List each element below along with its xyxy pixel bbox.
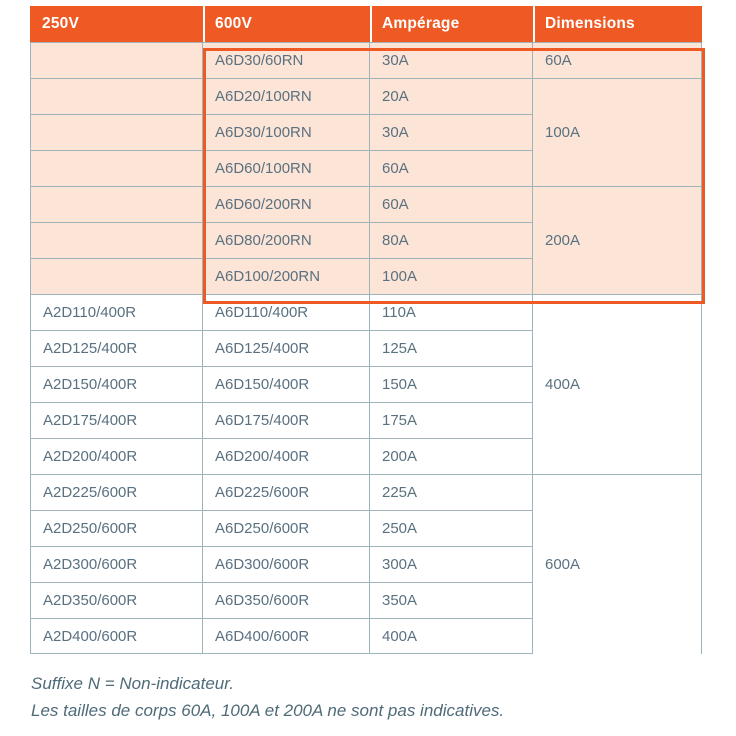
cell-amperage: 150A [370,366,533,402]
cell-250v [30,114,203,150]
column-header-250v: 250V [30,6,203,42]
cell-250v [30,150,203,186]
table-row [30,186,702,222]
cell-600v: A6D30/100RN [203,114,370,150]
cell-600v: A6D60/100RN [203,150,370,186]
cell-dimensions: 100A [533,78,702,186]
cell-600v: A6D175/400R [203,402,370,438]
footnote-suffix: Suffixe N = Non-indicateur. [31,674,234,693]
cell-250v [30,222,203,258]
column-header-amperage: Ampérage [370,6,533,42]
cell-amperage: 60A [370,150,533,186]
cell-250v: A2D150/400R [30,366,203,402]
footnote-body-sizes: Les tailles de corps 60A, 100A et 200A ne sont pas indicatives. [31,701,505,720]
cell-600v: A6D20/100RN [203,78,370,114]
cell-600v: A6D80/200RN [203,222,370,258]
table-row [30,78,702,114]
fuse-spec-table [30,6,702,654]
cell-600v: A6D400/600R [203,618,370,654]
cell-250v [30,42,203,78]
fuse-spec-table-container [30,6,702,654]
cell-dimensions: 600A [533,474,702,654]
cell-dimensions: 400A [533,294,702,474]
cell-dimensions: 200A [533,186,702,294]
cell-amperage: 30A [370,42,533,78]
cell-600v: A6D300/600R [203,546,370,582]
table-body [30,42,702,654]
cell-600v: A6D60/200RN [203,186,370,222]
cell-250v [30,78,203,114]
cell-250v: A2D250/600R [30,510,203,546]
cell-600v: A6D350/600R [203,582,370,618]
cell-250v: A2D300/600R [30,546,203,582]
cell-amperage: 225A [370,474,533,510]
table-header [30,6,702,42]
cell-600v: A6D150/400R [203,366,370,402]
cell-250v: A2D175/400R [30,402,203,438]
table-row [30,42,702,78]
cell-amperage: 400A [370,618,533,654]
cell-250v: A2D200/400R [30,438,203,474]
cell-amperage: 30A [370,114,533,150]
cell-amperage: 250A [370,510,533,546]
cell-600v: A6D100/200RN [203,258,370,294]
cell-amperage: 20A [370,78,533,114]
cell-600v: A6D225/600R [203,474,370,510]
cell-250v: A2D125/400R [30,330,203,366]
cell-250v [30,258,203,294]
cell-amperage: 125A [370,330,533,366]
header-row [30,6,702,42]
cell-600v: A6D110/400R [203,294,370,330]
column-header-600v: 600V [203,6,370,42]
table-row [30,294,702,330]
cell-250v: A2D400/600R [30,618,203,654]
cell-amperage: 200A [370,438,533,474]
cell-amperage: 300A [370,546,533,582]
cell-600v: A6D30/60RN [203,42,370,78]
cell-600v: A6D125/400R [203,330,370,366]
cell-amperage: 175A [370,402,533,438]
cell-dimensions: 60A [533,42,702,78]
cell-amperage: 350A [370,582,533,618]
cell-amperage: 60A [370,186,533,222]
cell-250v: A2D225/600R [30,474,203,510]
cell-amperage: 80A [370,222,533,258]
footnotes [31,670,721,724]
cell-250v [30,186,203,222]
cell-amperage: 100A [370,258,533,294]
cell-amperage: 110A [370,294,533,330]
cell-600v: A6D250/600R [203,510,370,546]
cell-600v: A6D200/400R [203,438,370,474]
column-header-dimensions: Dimensions [533,6,702,42]
table-row [30,474,702,510]
cell-250v: A2D350/600R [30,582,203,618]
cell-250v: A2D110/400R [30,294,203,330]
